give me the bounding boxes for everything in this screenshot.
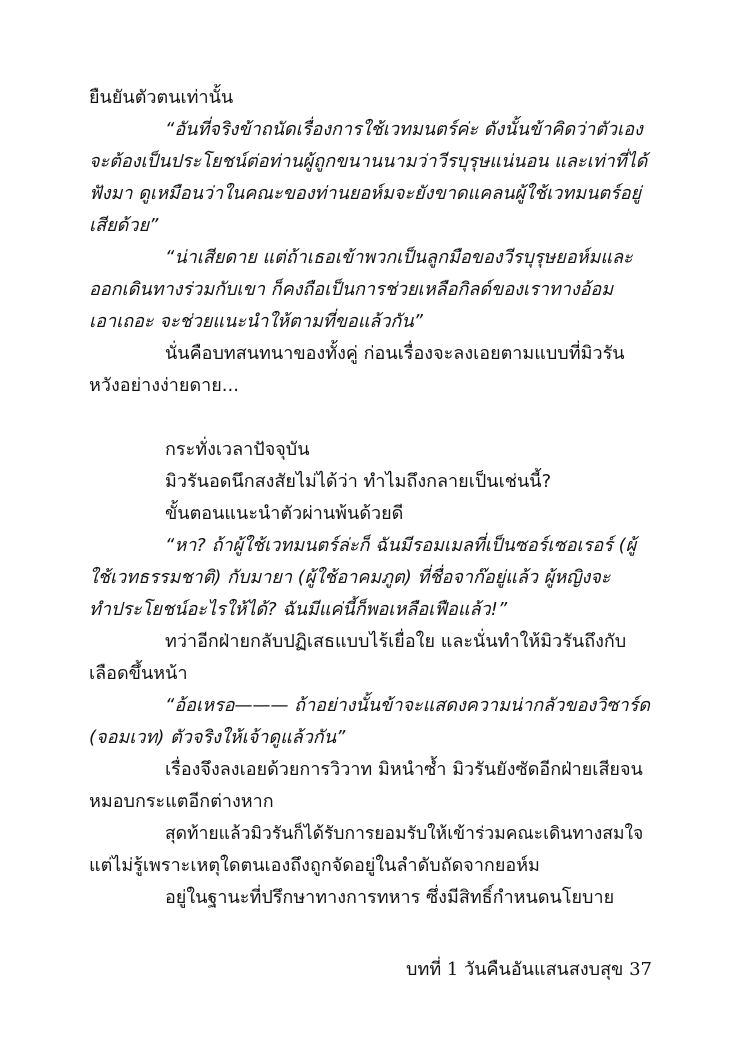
text-line: สุดท้ายแล้วมิวรันก็ได้รับการยอมรับให้เข้าร่วมคณะเดินทางสมใจ bbox=[165, 824, 644, 844]
text-line: “อันที่จริงข้าถนัดเรื่องการใช้เวทมนตร์ค่ะ ดังนั้นข้าคิดว่าตัวเอง bbox=[165, 119, 643, 140]
text-line: ทำประโยชน์อะไรให้ได้? ฉันมีแค่นี้ก็พอเหลือเฟือแล้ว!” bbox=[89, 599, 508, 620]
text-line: ออกเดินทางร่วมกับเขา ก็คงถือเป็นการช่วยเหลือกิลด์ของเราทางอ้อม bbox=[89, 279, 614, 300]
text-line: เอาเถอะ จะช่วยแนะนำให้ตามที่ขอแล้วกัน” bbox=[89, 311, 423, 332]
text-line: นั่นคือบทสนทนาของทั้งคู่ ก่อนเรื่องจะลงเอยตามแบบที่มิวรัน bbox=[165, 343, 625, 364]
text-line: แต่ไม่รู้เพราะเหตุใดตนเองถึงถูกจัดอยู่ในลำดับถัดจากยอห์ม bbox=[89, 855, 540, 876]
text-line: อยู่ในฐานะที่ปรึกษาทางการทหาร ซึ่งมีสิทธิ์กำหนดนโยบาย bbox=[165, 887, 615, 908]
text-line: เสียด้วย” bbox=[89, 215, 159, 236]
text-line: ฟังมา ดูเหมือนว่าในคณะของท่านยอห์มจะยังขาดแคลนผู้ใช้เวทมนตร์อยู่ bbox=[89, 183, 642, 204]
text-line: มิวรันอดนึกสงสัยไม่ได้ว่า ทำไมถึงกลายเป็นเช่นนี้? bbox=[165, 471, 552, 492]
text-line: หมอบกระแตอีกต่างหาก bbox=[89, 791, 274, 812]
text-line: (จอมเวท) ตัวจริงให้เจ้าดูแล้วกัน” bbox=[89, 727, 346, 748]
text-line: ทว่าอีกฝ่ายกลับปฏิเสธแบบไร้เยื่อใย และนั่นทำให้มิวรันถึงกับ bbox=[165, 631, 627, 652]
page-footer bbox=[406, 956, 652, 984]
body-text bbox=[89, 82, 652, 914]
text-line: เรื่องจึงลงเอยด้วยการวิวาท มิหนำซ้ำ มิวรันยังซัดอีกฝ่ายเสียจน bbox=[165, 759, 643, 780]
text-line: “น่าเสียดาย แต่ถ้าเธอเข้าพวกเป็นลูกมือของวีรบุรุษยอห์มและ bbox=[165, 247, 633, 268]
text-line: จะต้องเป็นประโยชน์ต่อท่านผู้ถูกขนานนามว่าวีรบุรุษแน่นอน และเท่าที่ได้ bbox=[89, 151, 648, 172]
text-line: หวังอย่างง่ายดาย... bbox=[89, 375, 239, 396]
text-line: “อ้อเหรอ——— ถ้าอย่างนั้นข้าจะแสดงความน่ากลัวของวิซาร์ด bbox=[165, 695, 650, 716]
page-number: 37 bbox=[629, 959, 652, 980]
text-line: “หา? ถ้าผู้ใช้เวทมนตร์ล่ะก็ ฉันมีรอมเมลที่เป็นซอร์เซอเรอร์ (ผู้ bbox=[165, 535, 637, 556]
text-line: เลือดขึ้นหน้า bbox=[89, 663, 188, 684]
text-line: ใช้เวทธรรมชาติ) กับมายา (ผู้ใช้อาคมภูต) ที่ชื่อจาก๊อยู่แล้ว ผู้หญิงจะ bbox=[89, 567, 611, 588]
text-line: ยืนยันตัวตนเท่านั้น bbox=[89, 87, 234, 108]
text-line: ขั้นตอนแนะนำตัวผ่านพ้นด้วยดี bbox=[165, 503, 404, 524]
text-line: กระทั่งเวลาปัจจุบัน bbox=[165, 439, 310, 460]
chapter-label: บทที่ 1 วันคืนอันแสนสงบสุข bbox=[406, 959, 624, 980]
blank-line bbox=[89, 402, 652, 434]
